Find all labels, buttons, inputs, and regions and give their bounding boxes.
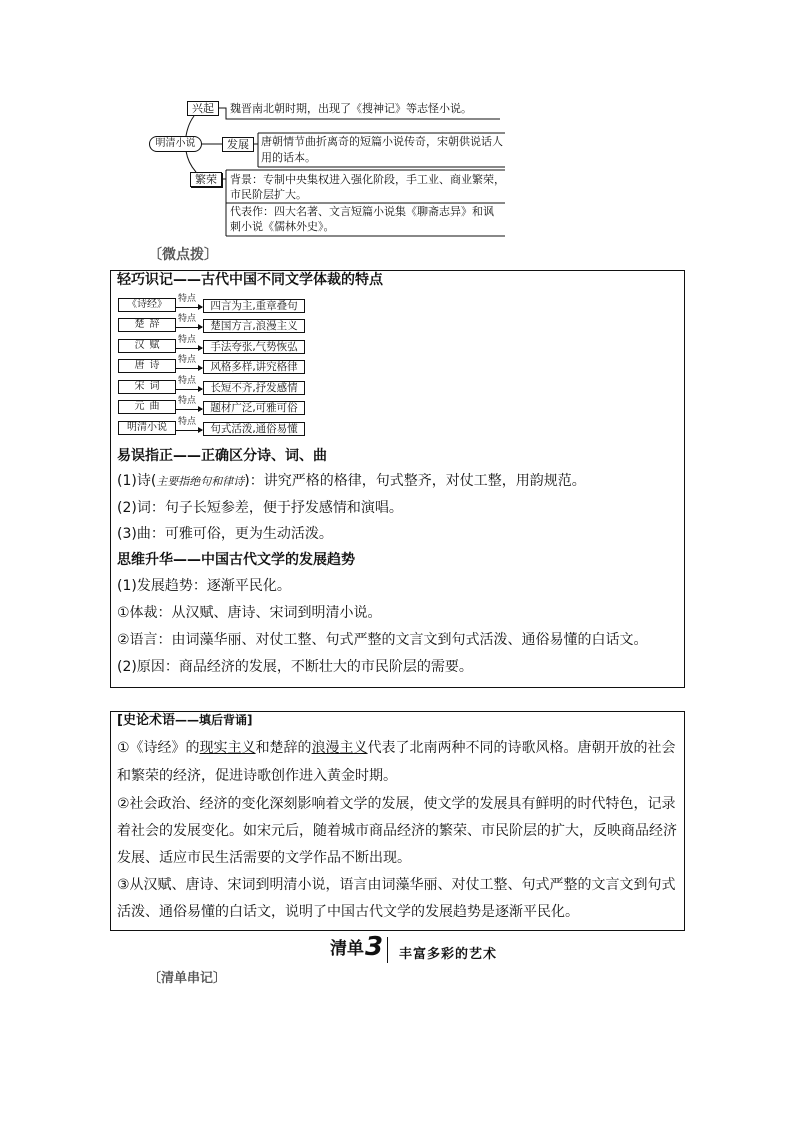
terms-line-7: 活泼、通俗易懂的白话文，说明了中国古代文学的发展趋势是逐渐平民化。 (117, 904, 579, 920)
genre-feature: 题材广泛,可雅可俗 (203, 401, 305, 415)
feature-label: 特点 (178, 376, 197, 386)
terms-heading-main: [史论术语 (117, 713, 175, 728)
feature-label: 特点 (178, 396, 197, 406)
prosperity-works-line: 代表作：四大名著、文言短篇小说集《聊斋志异》和讽 (230, 205, 494, 218)
terms-text: 代表了北南两种不同的诗歌风格。唐朝开放的社会 (367, 740, 676, 756)
mind-map-connectors (0, 0, 794, 260)
prosperity-label: 繁荣 (190, 172, 222, 187)
genre-feature: 句式活泼,通俗易懂 (203, 422, 305, 436)
terms-underlined: 现实主义 (199, 740, 256, 756)
trend-language-line: ②语言：由词藻华丽、对仗工整、句式严整的文言文到句式活泼、通俗易懂的白话文。 (117, 632, 648, 648)
ci-line: (2)词：句子长短参差，便于抒发感情和演唱。 (117, 500, 403, 516)
mind-map-center: 明清小说 (149, 136, 202, 152)
arrow-icon (176, 368, 202, 369)
terms-text: 和楚辞的 (255, 740, 312, 756)
arrow-icon (176, 348, 202, 349)
genre-feature: 长短不齐,抒发感情 (203, 381, 305, 395)
development-label: 发展 (222, 137, 254, 152)
terms-line-6: ③从汉赋、唐诗、宋词到明清小说，语言由词藻华丽、对仗工整、句式严整的文言文到句式 (117, 877, 676, 893)
poem-prefix: (1)诗( (117, 473, 157, 489)
connector-center-to-rise (186, 116, 194, 136)
arrow-icon (176, 327, 202, 328)
section-divider (387, 937, 388, 963)
arrow-icon (176, 307, 202, 308)
rise-label: 兴起 (187, 101, 219, 116)
feature-label: 特点 (178, 314, 197, 324)
heading-memorize: 轻巧识记——古代中国不同文学体裁的特点 (117, 272, 383, 288)
genre-name: 唐诗 (118, 359, 176, 373)
heading-correct: 易误指正——正确区分诗、词、曲 (117, 448, 327, 464)
section-title: 丰富多彩的艺术 (399, 947, 498, 962)
terms-line-5: 发展、适应市民生活需要的文学作品不断出现。 (117, 850, 411, 866)
genre-feature: 四言为主,重章叠句 (203, 299, 305, 313)
terms-line-2: 和繁荣的经济，促进诗歌创作进入黄金时期。 (117, 768, 397, 784)
section-number: 3 (365, 932, 384, 962)
terms-heading-sub: ——填后背诵] (174, 713, 253, 727)
poem-suffix: )：讲究严格的格律，句式整齐，对仗工整，用韵规范。 (244, 473, 586, 489)
terms-heading (117, 712, 252, 729)
arrow-icon (176, 409, 202, 410)
rise-text: 魏晋南北朝时期，出现了《搜神记》等志怪小说。 (230, 102, 472, 115)
feature-label: 特点 (178, 417, 197, 427)
connector-center-to-prosperity (186, 151, 196, 172)
genre-feature: 楚国方言,浪漫主义 (203, 319, 305, 333)
feature-label: 特点 (178, 294, 197, 304)
terms-line-3: ②社会政治、经济的变化深刻影响着文学的发展，使文学的发展具有鲜明的时代特色，记录 (117, 796, 676, 812)
genre-name: 汉赋 (118, 339, 176, 353)
terms-underlined: 浪漫主义 (311, 740, 368, 756)
tip-label: 〔微点拨〕 (148, 247, 218, 263)
feature-label: 特点 (178, 355, 197, 365)
trend-genre-line: ①体裁：从汉赋、唐诗、宋词到明清小说。 (117, 605, 382, 621)
feature-label: 特点 (178, 335, 197, 345)
list-label: 〔清单串记〕 (148, 971, 227, 986)
genre-name: 楚辞 (118, 318, 176, 332)
poem-note: 主要指绝句和律诗 (156, 475, 245, 488)
terms-line-4: 着社会的发展变化。如宋元后，随着城市商品经济的繁荣、市民阶层的扩大，反映商品经济 (117, 823, 677, 839)
arrow-icon (176, 389, 202, 390)
poem-line (117, 472, 586, 491)
reason-line: (2)原因：商品经济的发展，不断壮大的市民阶层的需要。 (117, 659, 473, 675)
terms-text: ①《诗经》的 (117, 740, 200, 756)
genre-feature: 风格多样,讲究格律 (203, 360, 305, 374)
prosperity-works-line: 刺小说《儒林外史》。 (230, 220, 335, 233)
arrow-icon (176, 430, 202, 431)
section-prefix: 清单 (330, 939, 364, 959)
genre-name: 宋词 (118, 380, 176, 394)
terms-line-1 (117, 739, 676, 757)
trend-line: (1)发展趋势：逐渐平民化。 (117, 578, 291, 594)
genre-feature: 手法夸张,气势恢弘 (203, 340, 305, 354)
qu-line: (3)曲：可雅可俗，更为生动活泼。 (117, 526, 333, 542)
genre-name: 元曲 (118, 400, 176, 414)
heading-trend: 思维升华——中国古代文学的发展趋势 (117, 552, 355, 568)
genre-name: 明清小说 (118, 421, 176, 435)
development-text-line: 唐朝情节曲折离奇的短篇小说传奇，宋朝供说话人 (261, 135, 503, 148)
development-text-line: 用的话本。 (261, 151, 316, 164)
prosperity-background-line: 市民阶层扩大。 (230, 188, 307, 201)
genre-name: 《诗经》 (118, 298, 176, 312)
prosperity-background-line: 背景：专制中央集权进入强化阶段，手工业、商业繁荣， (230, 173, 505, 186)
